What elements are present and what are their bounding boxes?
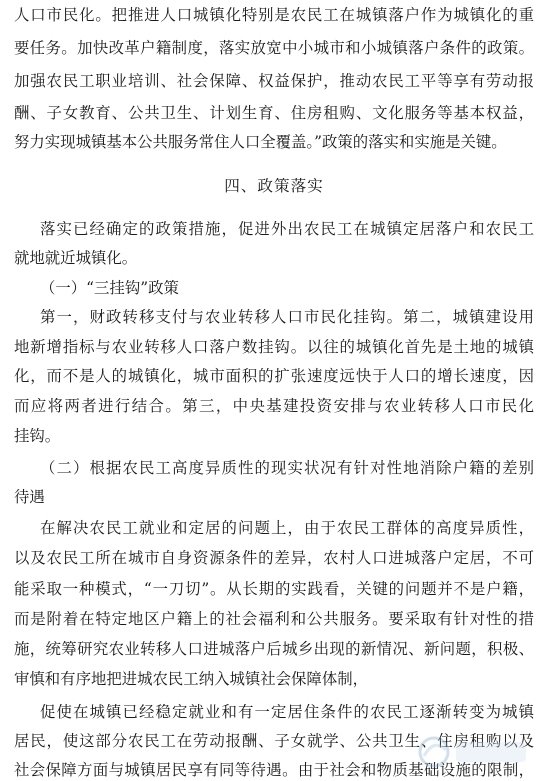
text-line: 化，而不是人的城镇化，城市面积的扩张速度远快于人口的增长速度，因 — [14, 367, 534, 385]
text-line: 挂钩。 — [14, 427, 61, 445]
text-line: 在解决农民工就业和定居的问题上，由于农民工群体的高度异质性， — [40, 519, 534, 537]
text-line: 地新增指标与农业转移人口落户数挂钩。以往的城镇化首先是土地的城镇 — [14, 338, 534, 356]
text-line: 施，统筹研究农业转移人口进城落户后城乡出现的新情况、新问题，积极、 — [14, 640, 534, 658]
text-line: 加强农民工职业培训、社会保障、权益保护，推动农民工平等享有劳动报 — [14, 72, 534, 90]
text-line: 人口市民化。把推进人口城镇化特别是农民工在城镇落户作为城镇化的重 — [14, 6, 534, 24]
text-line: 而是附着在特定地区户籍上的社会福利和公共服务。要采取有针对性的措 — [14, 610, 534, 628]
text-line: 就地就近城镇化。 — [14, 249, 138, 267]
text-line: 社会保障方面与城镇居民享有同等待遇。由于社会和物质基础设施的限制， — [14, 761, 534, 779]
subsection-title: 待遇 — [14, 488, 45, 506]
text-line: 要任务。加快改革户籍制度，落实放宽中小城市和小城镇落户条件的政策。 — [14, 39, 534, 57]
section-heading: 四、政策落实 — [224, 177, 324, 195]
text-line: 落实已经确定的政策措施，促进外出农民工在城镇定居落户和农民工 — [40, 220, 534, 238]
text-line: 酬、子女教育、公共卫生、计划生育、住房租购、文化服务等基本权益， — [14, 104, 534, 122]
watermark-logo-icon — [414, 732, 534, 772]
text-line: 而应将两者进行结合。第三，中央基建投资安排与农业转移人口市民化 — [14, 397, 534, 415]
text-line: 努力实现城镇基本公共服务常住人口全覆盖。”政策的落实和实施是关键。 — [14, 133, 507, 151]
text-line: 能采取一种模式，“一刀切”。从长期的实践看，关键的问题并不是户籍， — [14, 580, 534, 598]
text-line: 促使在城镇已经稳定就业和有一定居住条件的农民工逐渐转变为城镇 — [40, 703, 534, 721]
text-line: 审慎和有序地把进城农民工纳入城镇社会保障体制， — [14, 670, 368, 688]
subsection-title: （二）根据农民工高度异质性的现实状况有针对性地消除户籍的差别 — [40, 459, 534, 477]
text-line: 居民，使这部分农民工在劳动报酬、子女就学、公共卫生、住房租购以及 — [14, 732, 534, 750]
text-line: 第一，财政转移支付与农业转移人口市民化挂钩。第二，城镇建设用 — [40, 308, 534, 326]
text-line: 以及农民工所在城市自身资源条件的差异，农村人口进城落户定居，不可 — [14, 549, 534, 567]
subsection-title: （一）“三挂钩”政策 — [40, 279, 179, 297]
